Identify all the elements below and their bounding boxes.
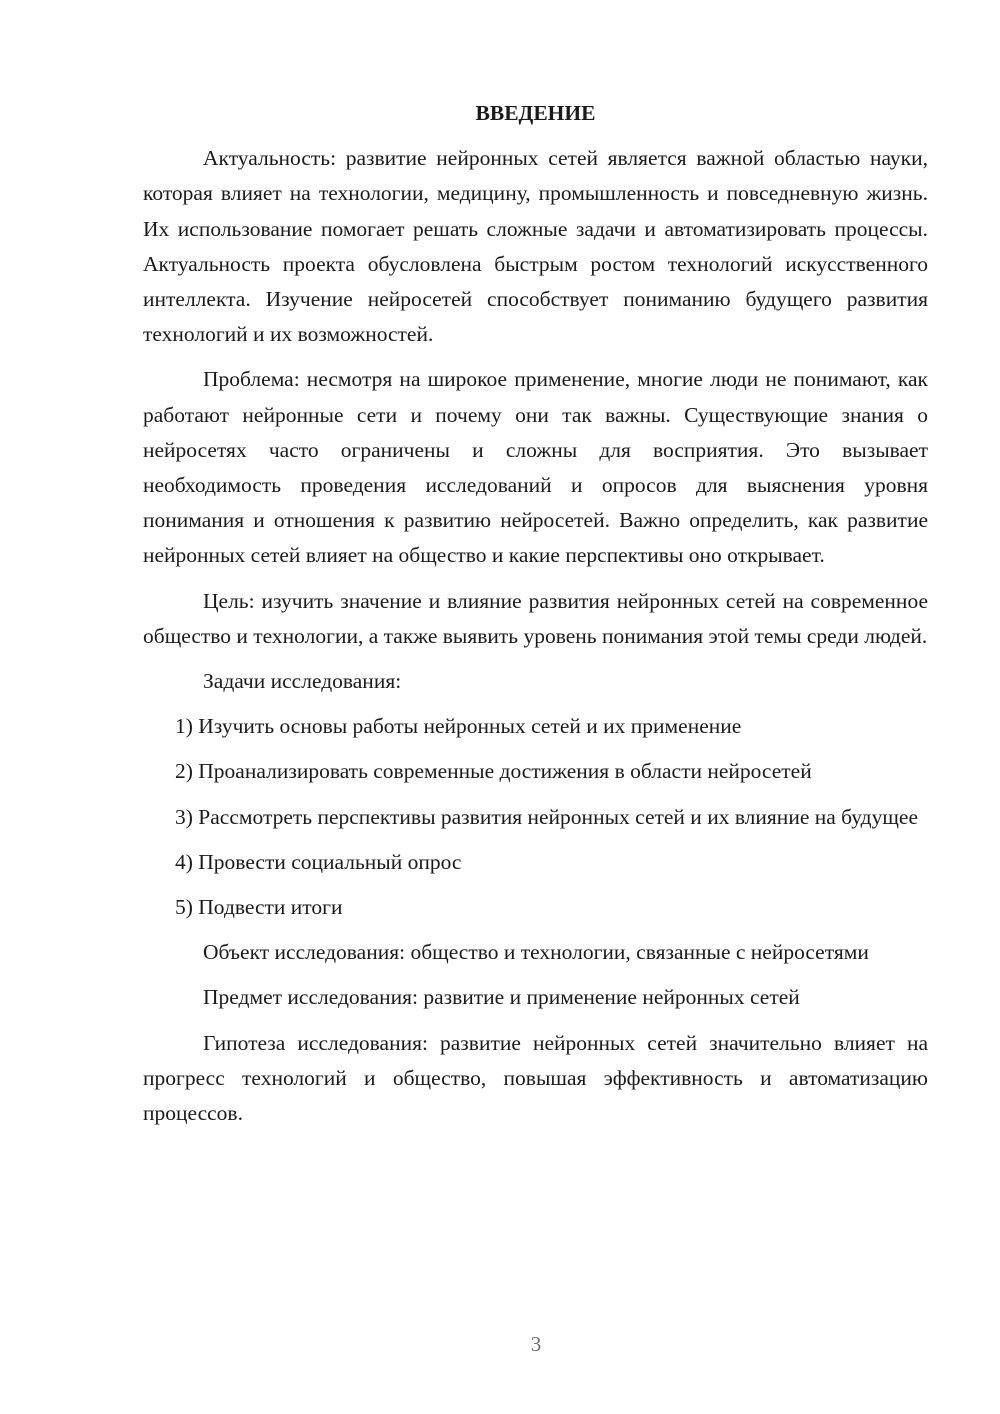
page-number: 3 [530, 1332, 542, 1356]
page-title: ВВЕДЕНИЕ [475, 101, 596, 125]
task-item-5: 5) Подвести итоги [175, 895, 343, 920]
task-item-3: 3) Рассмотреть перспективы развития нейронных сетей и их влияние на будущее [175, 804, 919, 829]
task-item-1: 1) Изучить основы работы нейронных сетей и их применение [175, 714, 742, 739]
paragraph-subject: Предмет исследования: развитие и применение нейронных сетей [203, 985, 800, 1010]
tasks-heading: Задачи исследования: [203, 669, 402, 694]
paragraph-hypothesis: Гипотеза исследования: развитие нейронных сетей значительно влияет на прогресс технологий и общество, повышая эффективность и автоматизацию процессов. [143, 1030, 928, 1126]
document-page [143, 96, 928, 1141]
paragraph-problem: Проблема: несмотря на широкое применение, многие люди не понимают, как работают нейронные сети и почему они так важны. Существующие знания о нейросетях часто ограничены и сложны для восприятия. Это вызывает необходимость проведения исследований и опросов для выяснения уровня понимания и отношения к развитию нейросетей. Важно определить, как развитие нейронных сетей влияет на общество и какие перспективы оно открывает. [143, 367, 928, 568]
paragraph-relevance: Актуальность: развитие нейронных сетей является важной областью науки, которая влияет на технологии, медицину, промышленность и повседневную жизнь. Их использование помогает решать сложные задачи и автоматизировать процессы. Актуальность проекта обусловлена быстрым ростом технологий искусственного интеллекта. Изучение нейросетей способствует пониманию будущего развития технологий и их возможностей. [143, 146, 928, 347]
task-item-2: 2) Проанализировать современные достижения в области нейросетей [175, 759, 812, 784]
paragraph-object: Объект исследования: общество и технологии, связанные с нейросетями [203, 940, 869, 965]
task-item-4: 4) Провести социальный опрос [175, 849, 462, 874]
paragraph-goal: Цель: изучить значение и влияние развития нейронных сетей на современное общество и технологии, а также выявить уровень понимания этой темы среди людей. [143, 588, 928, 648]
